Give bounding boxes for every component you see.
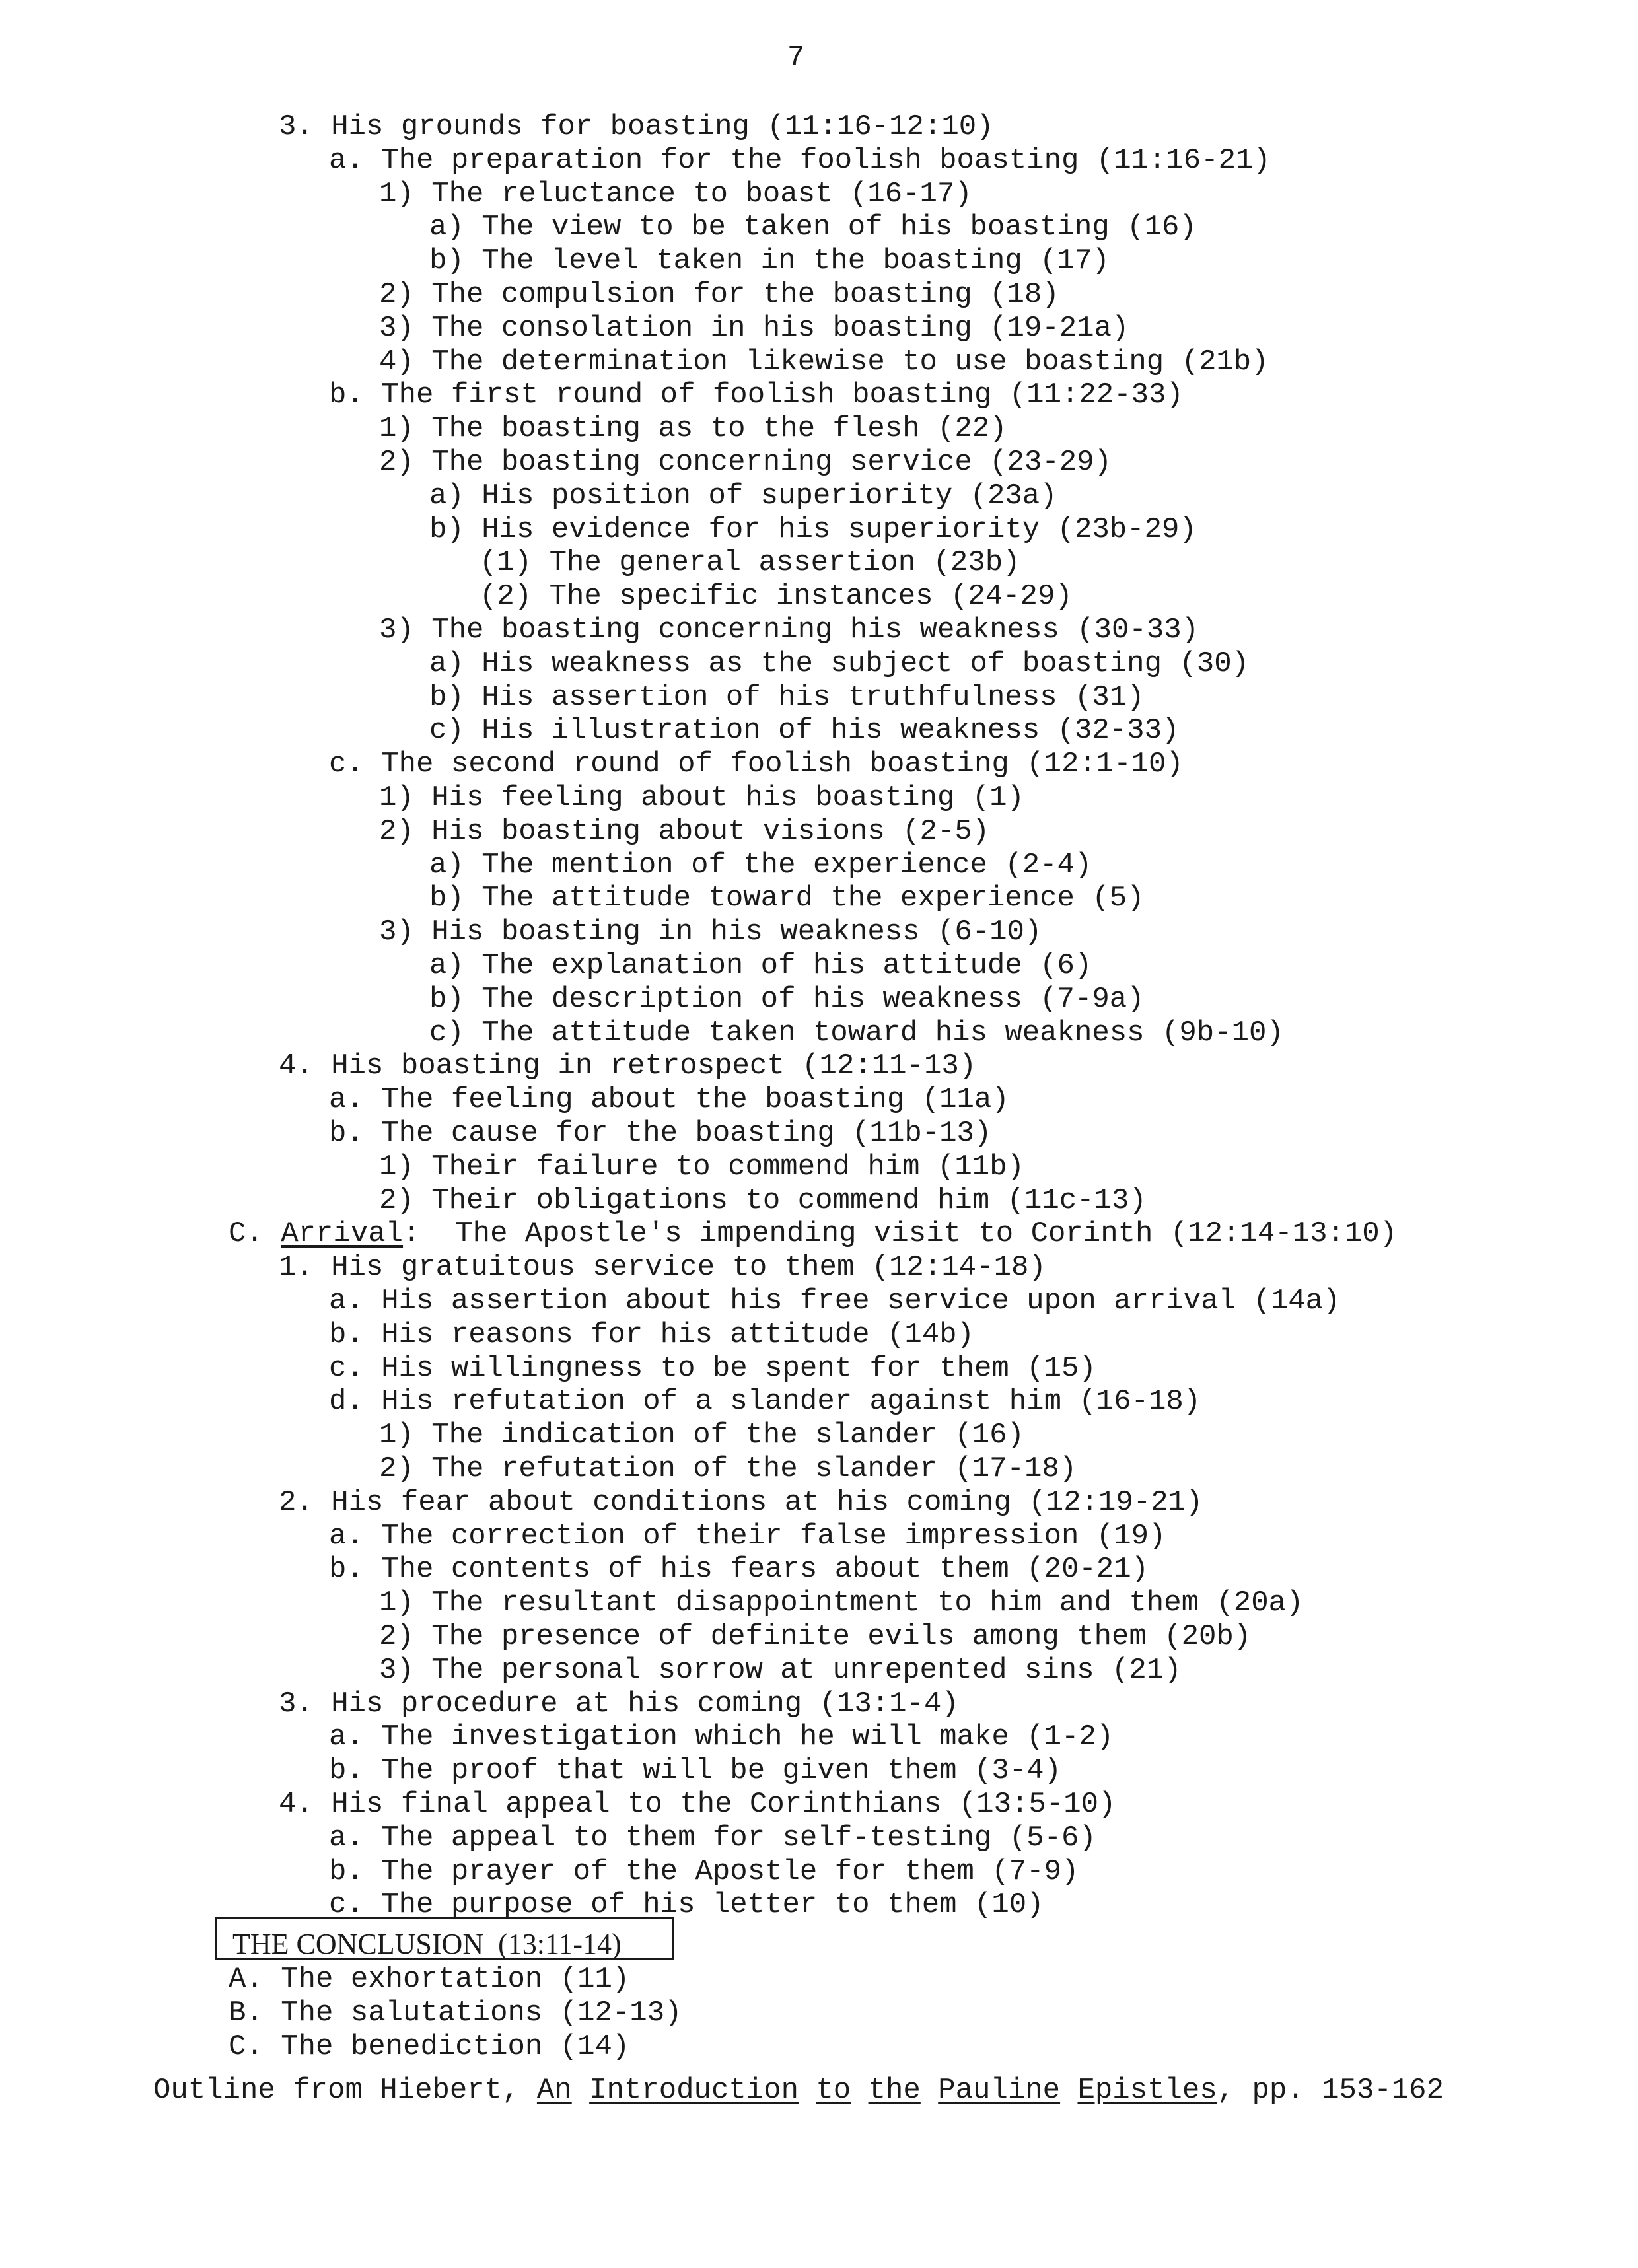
outline-line-text: (1) The general assertion (23b) bbox=[480, 546, 1020, 580]
outline-line-text: C. bbox=[229, 1217, 281, 1251]
outline-line-text: c. The purpose of his letter to them (10) bbox=[329, 1888, 1044, 1922]
outline-line bbox=[429, 1018, 1284, 1047]
outline-line-text: b. The cause for the boasting (11b-13) bbox=[329, 1117, 992, 1150]
outline-line bbox=[429, 244, 1110, 278]
outline-line bbox=[329, 1351, 1096, 1385]
outline-line bbox=[429, 951, 1092, 980]
outline-line-text: a. His assertion about his free service upon arrival (14a) bbox=[329, 1285, 1341, 1318]
outline-line bbox=[379, 1586, 1304, 1620]
outline-line-text: 4. His final appeal to the Corinthians (13:5-10) bbox=[279, 1788, 1116, 1821]
outline-line-text: 4. His boasting in retrospect (12:11-13) bbox=[279, 1049, 977, 1083]
outline-line bbox=[429, 515, 1197, 544]
outline-line bbox=[379, 616, 1199, 645]
outline-line-text: 3) His boasting in his weakness (6-10) bbox=[379, 915, 1042, 949]
outline-line-text: 1) The reluctance to boast (16-17) bbox=[379, 177, 972, 211]
outline-line-text: 1) The boasting as to the flesh (22) bbox=[379, 412, 1007, 446]
outline-line bbox=[329, 1287, 1340, 1316]
outline-line-text: a. The correction of their false impression (19) bbox=[329, 1519, 1166, 1553]
outline-line bbox=[279, 1790, 1116, 1819]
outline-line bbox=[429, 680, 1145, 714]
outline-line bbox=[329, 143, 1271, 177]
source-citation bbox=[153, 2074, 1444, 2107]
book-title-word: Pauline bbox=[938, 2074, 1061, 2107]
outline-line-text: b. The proof that will be given them (3-4) bbox=[329, 1754, 1061, 1788]
outline-line-text: b. His reasons for his attitude (14b) bbox=[329, 1318, 974, 1351]
outline-line bbox=[279, 1051, 976, 1081]
outline-line bbox=[279, 1689, 959, 1719]
outline-line-text: b) The description of his weakness (7-9a) bbox=[429, 982, 1145, 1016]
outline-line bbox=[229, 1217, 1398, 1251]
outline-line bbox=[329, 1857, 1079, 1886]
outline-line-text: 2) The compulsion for the boasting (18) bbox=[379, 278, 1059, 311]
outline-line bbox=[379, 1186, 1147, 1215]
outline-line bbox=[329, 378, 1184, 412]
outline-line bbox=[480, 580, 1073, 614]
outline-line bbox=[329, 1754, 1061, 1788]
outline-line-text: b) His evidence for his superiority (23b-29) bbox=[429, 513, 1197, 546]
outline-line bbox=[279, 112, 994, 141]
outline-line-text: b) His assertion of his truthfulness (31) bbox=[429, 680, 1145, 714]
outline-line-text: 1) His feeling about his boasting (1) bbox=[379, 781, 1024, 814]
outline-line bbox=[379, 347, 1269, 376]
outline-line-text: 2) Their obligations to commend him (11c-13) bbox=[379, 1184, 1147, 1217]
outline-line-text: 1) The resultant disappointment to him and them (20a) bbox=[379, 1586, 1304, 1620]
section-label-underlined: Arrival bbox=[281, 1217, 404, 1251]
outline-line-text: a) His weakness as the subject of boasting (30) bbox=[429, 647, 1250, 680]
outline-line bbox=[329, 1722, 1114, 1752]
outline-line-text: a) The view to be taken of his boasting (16) bbox=[429, 211, 1197, 244]
outline-line-text: b) The level taken in the boasting (17) bbox=[429, 244, 1110, 278]
outline-line bbox=[429, 481, 1057, 511]
outline-line-text: a. The appeal to them for self-testing (5-6) bbox=[329, 1821, 1096, 1855]
outline-line bbox=[379, 448, 1112, 477]
outline-line-text: 3) The personal sorrow at unrepented sins (21) bbox=[379, 1653, 1182, 1687]
outline-line-text: a) The explanation of his attitude (6) bbox=[429, 949, 1092, 982]
outline-line bbox=[329, 750, 1184, 779]
outline-line-text: a. The investigation which he will make (1-2) bbox=[329, 1720, 1114, 1754]
outline-line bbox=[379, 1653, 1182, 1687]
outline-line-text: 1) Their failure to commend him (11b) bbox=[379, 1150, 1024, 1184]
outline-line-text: b. The first round of foolish boasting (11:22-33) bbox=[329, 378, 1184, 412]
outline-line bbox=[379, 1152, 1024, 1182]
outline-line-text: c. The second round of foolish boasting (12:1-10) bbox=[329, 748, 1184, 781]
outline-line-text: c) The attitude taken toward his weakness (9b-10) bbox=[429, 1016, 1284, 1049]
book-title-word: the bbox=[868, 2074, 921, 2107]
outline-line bbox=[329, 1320, 974, 1349]
outline-line bbox=[379, 1421, 1024, 1450]
conclusion-item: B. The salutations (12-13) bbox=[229, 1996, 682, 2030]
conclusion-heading: THE CONCLUSION (13:11-14) bbox=[232, 1928, 622, 1960]
outline-line bbox=[429, 848, 1092, 882]
source-pages: , pp. 153-162 bbox=[1217, 2074, 1444, 2107]
outline-line bbox=[429, 213, 1197, 242]
outline-line-text: (2) The specific instances (24-29) bbox=[480, 580, 1073, 614]
book-title-word: to bbox=[816, 2074, 851, 2107]
book-title-word: Introduction bbox=[589, 2074, 799, 2107]
outline-line-text: 1) The indication of the slander (16) bbox=[379, 1419, 1024, 1452]
outline-line bbox=[329, 1385, 1201, 1419]
book-title-word: An bbox=[536, 2074, 572, 2107]
outline-line-text: 3. His grounds for boasting (11:16-12:10) bbox=[279, 110, 994, 143]
outline-line bbox=[379, 412, 1007, 446]
outline-line-text: 3) The boasting concerning his weakness (30-33) bbox=[379, 614, 1199, 647]
outline-line bbox=[379, 280, 1059, 309]
outline-line-text: c. His willingness to be spent for them (15) bbox=[329, 1351, 1096, 1385]
outline-line-text: b) The attitude toward the experience (5) bbox=[429, 882, 1145, 915]
outline-line bbox=[329, 1888, 1044, 1922]
outline-line-text: 2) The boasting concerning service (23-29) bbox=[379, 446, 1112, 479]
outline-line-text: d. His refutation of a slander against him (16-18) bbox=[329, 1385, 1201, 1419]
outline-line bbox=[379, 311, 1129, 345]
page-number: 7 bbox=[787, 41, 805, 74]
outline-line bbox=[329, 1083, 1009, 1117]
outline-line-text: a. The feeling about the boasting (11a) bbox=[329, 1083, 1009, 1117]
outline-line bbox=[480, 546, 1020, 580]
outline-line bbox=[329, 1119, 991, 1148]
outline-line-text: b. The prayer of the Apostle for them (7-9) bbox=[329, 1855, 1079, 1888]
outline-line bbox=[329, 1555, 1149, 1584]
outline-line bbox=[329, 1519, 1166, 1553]
outline-line bbox=[379, 1454, 1077, 1483]
outline-line bbox=[429, 982, 1145, 1016]
conclusion-item: A. The exhortation (11) bbox=[229, 1963, 630, 1996]
outline-line-text: 2. His fear about conditions at his coming (12:19-21) bbox=[279, 1485, 1203, 1519]
outline-line-text: 4) The determination likewise to use boasting (21b) bbox=[379, 345, 1269, 378]
book-title-word: Epistles bbox=[1077, 2074, 1217, 2107]
outline-line-text: 2) The refutation of the slander (17-18) bbox=[379, 1452, 1077, 1485]
outline-line bbox=[379, 177, 972, 211]
outline-line-text: 2) His boasting about visions (2-5) bbox=[379, 814, 990, 848]
outline-line bbox=[329, 1821, 1096, 1855]
outline-line bbox=[429, 714, 1180, 748]
outline-line-text: a) His position of superiority (23a) bbox=[429, 479, 1057, 513]
outline-line-text: a) The mention of the experience (2-4) bbox=[429, 848, 1092, 882]
outline-line-text: 3) The consolation in his boasting (19-21a) bbox=[379, 311, 1129, 345]
outline-line bbox=[379, 915, 1042, 949]
outline-line-text: b. The contents of his fears about them (20-21) bbox=[329, 1553, 1149, 1586]
outline-line bbox=[379, 1622, 1251, 1651]
outline-line bbox=[429, 884, 1145, 913]
outline-line-text: 3. His procedure at his coming (13:1-4) bbox=[279, 1687, 959, 1720]
outline-line-text: a. The preparation for the foolish boasting (11:16-21) bbox=[329, 143, 1271, 177]
outline-line bbox=[429, 649, 1249, 678]
outline-line bbox=[379, 814, 990, 848]
outline-line-text: c) His illustration of his weakness (32-33) bbox=[429, 714, 1180, 748]
outline-line-text: 1. His gratuitous service to them (12:14-18) bbox=[279, 1251, 1046, 1285]
outline-line-text: 2) The presence of definite evils among them (20b) bbox=[379, 1620, 1252, 1653]
outline-line bbox=[279, 1251, 1046, 1285]
outline-line bbox=[279, 1485, 1203, 1519]
source-prefix: Outline from Hiebert, bbox=[153, 2074, 537, 2107]
outline-line-rest: : The Apostle's impending visit to Corinth (12:14-13:10) bbox=[403, 1217, 1398, 1251]
conclusion-item: C. The benediction (14) bbox=[229, 2030, 630, 2063]
outline-line bbox=[379, 783, 1024, 812]
